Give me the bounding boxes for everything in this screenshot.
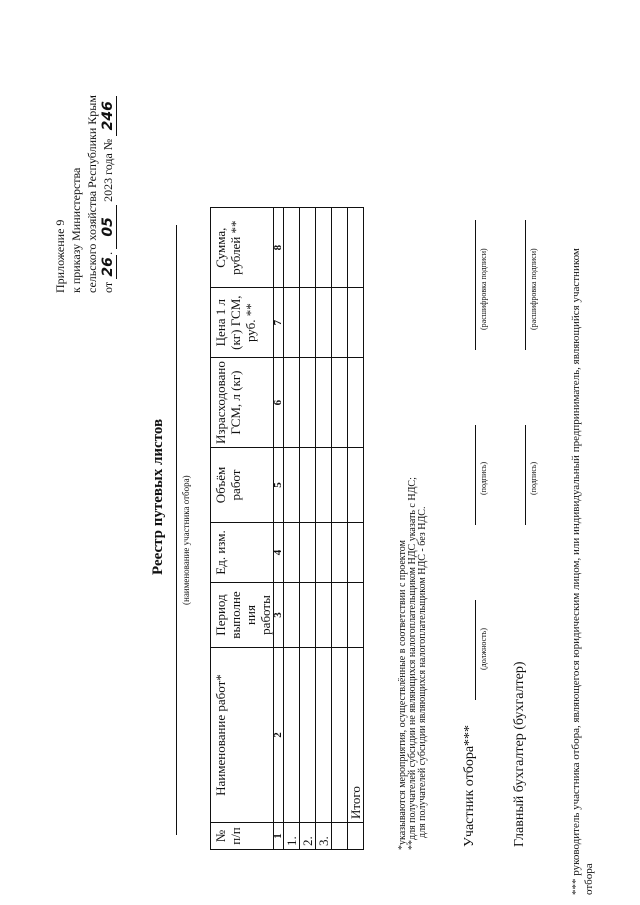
table-cell	[300, 448, 316, 523]
signature-line	[475, 425, 476, 525]
table-cell	[300, 288, 316, 358]
table-cell	[348, 523, 364, 583]
register-table	[210, 207, 364, 850]
table-cell	[284, 648, 300, 823]
table-row	[300, 208, 316, 850]
header-work-name: Наименование работ*	[211, 648, 274, 823]
table-cell	[300, 583, 316, 648]
accountant-label: Главный бухгалтер (бухгалтер)	[512, 661, 527, 847]
accountant-decoding-line	[525, 220, 526, 350]
position-line	[475, 600, 476, 700]
table-cell	[316, 448, 332, 523]
footer-line-2: отбора	[583, 863, 595, 895]
table-cell	[332, 648, 348, 823]
column-number: 5	[274, 448, 284, 523]
table-cell	[284, 288, 300, 358]
table-cell	[348, 288, 364, 358]
row-number	[332, 823, 348, 850]
date-month: 05	[100, 205, 117, 249]
accountant-signature-line	[525, 425, 526, 525]
table-cell	[348, 208, 364, 288]
table-row	[316, 208, 332, 850]
footnote-2: **для получателей субсидии не являющихся налогоплательщиком НДС указать с НДС;	[407, 477, 418, 850]
row-number	[348, 823, 364, 850]
footnotes	[398, 477, 428, 850]
column-number-row	[274, 208, 284, 850]
total-row	[348, 208, 364, 850]
signature-caption: (подпись)	[479, 461, 488, 495]
participant-caption: (наименование участника отбора)	[181, 475, 191, 605]
table-cell	[332, 523, 348, 583]
appendix-line-1: Приложение 9	[53, 219, 67, 293]
table-cell	[316, 583, 332, 648]
header-period: Период выполне ния работы	[211, 583, 274, 648]
appendix-line-3: сельского хозяйства Республики Крым	[85, 95, 99, 293]
column-number: 7	[274, 288, 284, 358]
column-number: 8	[274, 208, 284, 288]
decoding-line	[475, 220, 476, 350]
appendix-line-2: к приказу Министерства	[69, 167, 83, 293]
table-cell	[284, 208, 300, 288]
footnote-1: *указываются мероприятия, осуществлённые в соответствии с проектом	[397, 540, 408, 850]
table-cell	[284, 358, 300, 448]
footnote-3: для получателей субсидии являющихся налогоплательщиком НДС - без НДС.	[417, 506, 428, 838]
table-cell	[284, 448, 300, 523]
table-cell	[300, 648, 316, 823]
position-caption: (должность)	[479, 628, 488, 670]
row-number: 1.	[284, 823, 300, 850]
table-row	[332, 208, 348, 850]
table-cell	[316, 648, 332, 823]
row-number: 3.	[316, 823, 332, 850]
table-cell	[332, 288, 348, 358]
table-header-row	[211, 208, 274, 850]
accountant-signature-caption: (подпись)	[529, 461, 538, 495]
participant-name-line	[176, 225, 177, 835]
participant-label: Участник отбора***	[462, 724, 477, 847]
appendix-block	[52, 95, 117, 293]
header-fuel-used: Израсходовано ГСМ, л (кг)	[211, 358, 274, 448]
table-cell	[300, 523, 316, 583]
number-prefix: №	[101, 138, 115, 151]
column-number: 4	[274, 523, 284, 583]
row-number: 2.	[300, 823, 316, 850]
decoding-caption: (расшифровка подписи)	[479, 248, 488, 330]
table-cell	[332, 358, 348, 448]
header-unit: Ед. изм.	[211, 523, 274, 583]
header-sum: Сумма, рублей **	[211, 208, 274, 288]
appendix-date-line: от 26. 05 2023 года № 246	[100, 95, 117, 293]
column-number: 6	[274, 358, 284, 448]
table-cell	[284, 583, 300, 648]
column-number: 3	[274, 583, 284, 648]
table-cell	[300, 208, 316, 288]
date-year: 2023 года	[101, 153, 115, 202]
order-number: 246	[100, 96, 117, 136]
table-cell	[348, 358, 364, 448]
table-cell	[300, 358, 316, 448]
table-cell	[348, 448, 364, 523]
table-row	[284, 208, 300, 850]
table-cell	[332, 583, 348, 648]
date-prefix: от	[101, 281, 115, 293]
table-cell	[316, 358, 332, 448]
date-day: 26	[100, 255, 117, 279]
column-number: 1	[274, 823, 284, 850]
header-number: № п/п	[211, 823, 274, 850]
header-fuel-price: Цена 1 л (кг) ГСМ, руб. **	[211, 288, 274, 358]
table-cell	[332, 448, 348, 523]
page-title: Реестр путевых листов	[150, 418, 166, 575]
table-cell	[332, 208, 348, 288]
footer-note	[570, 248, 596, 895]
accountant-decoding-caption: (расшифровка подписи)	[529, 248, 538, 330]
header-volume: Объём работ	[211, 448, 274, 523]
footer-line-1: *** руководитель участника отбора, являющегося юридическим лицом, или индивидуальный предприниматель, являющийся участником	[570, 248, 582, 895]
table-cell	[316, 288, 332, 358]
column-number: 2	[274, 648, 284, 823]
total-label: Итого	[348, 648, 364, 823]
table-cell	[348, 583, 364, 648]
table-cell	[316, 523, 332, 583]
table-cell	[284, 523, 300, 583]
table-cell	[316, 208, 332, 288]
